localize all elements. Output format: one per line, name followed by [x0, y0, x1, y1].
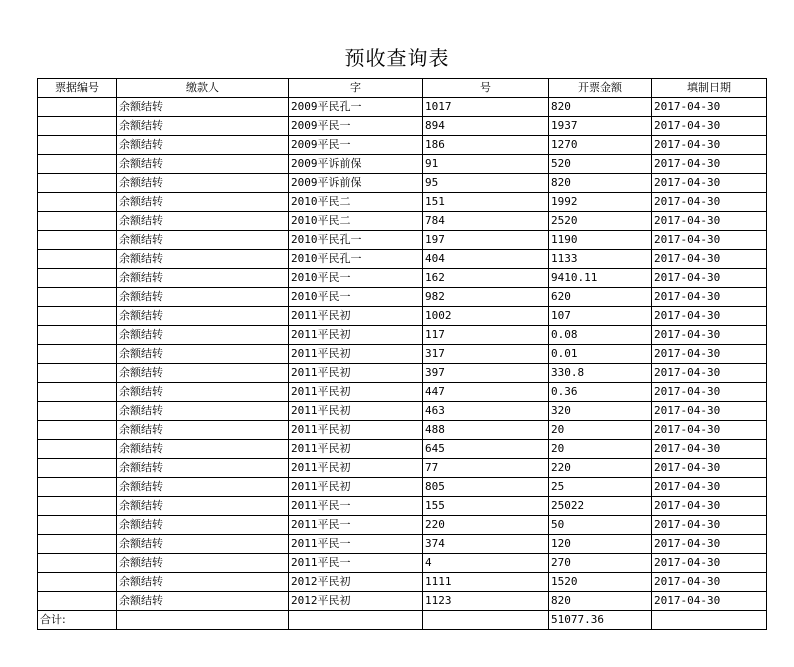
table-cell: 余额结转	[117, 402, 289, 421]
table-cell: 447	[423, 383, 549, 402]
table-cell: 1270	[549, 136, 652, 155]
table-cell: 155	[423, 497, 549, 516]
table-cell: 91	[423, 155, 549, 174]
table-cell	[38, 250, 117, 269]
table-cell: 2017-04-30	[652, 193, 767, 212]
table-cell: 220	[549, 459, 652, 478]
table-cell: 50	[549, 516, 652, 535]
table-row	[38, 155, 767, 174]
table-row	[38, 231, 767, 250]
total-row	[38, 611, 767, 630]
table-cell: 107	[549, 307, 652, 326]
table-cell: 2017-04-30	[652, 136, 767, 155]
table-cell: 463	[423, 402, 549, 421]
table-cell: 2010平民一	[289, 269, 423, 288]
table-row	[38, 459, 767, 478]
table-cell: 2017-04-30	[652, 326, 767, 345]
table-cell: 220	[423, 516, 549, 535]
table-cell: 151	[423, 193, 549, 212]
table-cell: 余额结转	[117, 535, 289, 554]
table-cell: 2017-04-30	[652, 174, 767, 193]
column-header-amount: 开票金额	[549, 79, 652, 98]
table-cell: 2011平民一	[289, 516, 423, 535]
table-cell	[38, 155, 117, 174]
table-cell: 1002	[423, 307, 549, 326]
table-cell	[38, 136, 117, 155]
table-cell: 2011平民初	[289, 459, 423, 478]
table-cell: 117	[423, 326, 549, 345]
table-cell: 余额结转	[117, 117, 289, 136]
table-cell: 77	[423, 459, 549, 478]
table-cell	[289, 611, 423, 630]
table-cell: 2017-04-30	[652, 288, 767, 307]
table-cell: 2012平民初	[289, 573, 423, 592]
table-cell: 520	[549, 155, 652, 174]
table-cell	[38, 421, 117, 440]
table-cell	[38, 307, 117, 326]
table-cell: 2017-04-30	[652, 535, 767, 554]
table-cell: 1111	[423, 573, 549, 592]
table-cell: 2017-04-30	[652, 421, 767, 440]
table-cell: 2017-04-30	[652, 364, 767, 383]
table-cell: 25	[549, 478, 652, 497]
table-cell	[38, 402, 117, 421]
column-header-payer: 缴款人	[117, 79, 289, 98]
table-cell	[38, 98, 117, 117]
table-cell: 2017-04-30	[652, 459, 767, 478]
table-cell: 2017-04-30	[652, 117, 767, 136]
table-cell: 2017-04-30	[652, 573, 767, 592]
table-cell	[38, 383, 117, 402]
table-cell: 余额结转	[117, 478, 289, 497]
table-row	[38, 269, 767, 288]
table-cell: 余额结转	[117, 269, 289, 288]
table-cell: 2011平民一	[289, 497, 423, 516]
table-cell: 186	[423, 136, 549, 155]
table-cell: 1520	[549, 573, 652, 592]
table-cell: 894	[423, 117, 549, 136]
table-cell: 784	[423, 212, 549, 231]
table-cell	[38, 497, 117, 516]
table-row	[38, 307, 767, 326]
table-cell: 1937	[549, 117, 652, 136]
table-cell: 余额结转	[117, 231, 289, 250]
table-row	[38, 383, 767, 402]
table-row	[38, 193, 767, 212]
table-cell: 2017-04-30	[652, 345, 767, 364]
table-cell: 2009平民孔一	[289, 98, 423, 117]
table-cell: 404	[423, 250, 549, 269]
table-cell: 2017-04-30	[652, 155, 767, 174]
table-cell	[38, 212, 117, 231]
table-cell: 2017-04-30	[652, 554, 767, 573]
table-cell: 2011平民一	[289, 535, 423, 554]
table-cell: 2011平民初	[289, 440, 423, 459]
table-row	[38, 478, 767, 497]
table-row	[38, 136, 767, 155]
table-cell: 2011平民初	[289, 421, 423, 440]
table-cell	[38, 117, 117, 136]
table-header-row	[38, 79, 767, 98]
table-cell: 2017-04-30	[652, 269, 767, 288]
table-cell: 余额结转	[117, 573, 289, 592]
table-cell: 余额结转	[117, 459, 289, 478]
table-cell: 2009平民一	[289, 117, 423, 136]
table-cell: 2017-04-30	[652, 383, 767, 402]
table-cell: 0.36	[549, 383, 652, 402]
table-cell: 330.8	[549, 364, 652, 383]
table-cell: 2009平诉前保	[289, 155, 423, 174]
table-row	[38, 326, 767, 345]
table-cell: 2520	[549, 212, 652, 231]
table-cell: 余额结转	[117, 440, 289, 459]
table-cell: 2017-04-30	[652, 592, 767, 611]
table-cell: 0.08	[549, 326, 652, 345]
table-cell: 2010平民二	[289, 193, 423, 212]
column-header-date: 填制日期	[652, 79, 767, 98]
table-cell: 2017-04-30	[652, 250, 767, 269]
table-cell: 余额结转	[117, 193, 289, 212]
table-cell: 162	[423, 269, 549, 288]
table-cell	[38, 326, 117, 345]
table-cell: 2010平民孔一	[289, 250, 423, 269]
table-cell	[38, 364, 117, 383]
table-cell: 2011平民初	[289, 383, 423, 402]
table-cell: 2012平民初	[289, 592, 423, 611]
table-cell: 1190	[549, 231, 652, 250]
table-cell: 2017-04-30	[652, 402, 767, 421]
table-cell: 374	[423, 535, 549, 554]
table-row	[38, 535, 767, 554]
table-cell: 197	[423, 231, 549, 250]
table-cell	[652, 611, 767, 630]
table-cell: 余额结转	[117, 212, 289, 231]
table-cell: 余额结转	[117, 307, 289, 326]
table-cell: 余额结转	[117, 174, 289, 193]
table-row	[38, 592, 767, 611]
table-cell: 2017-04-30	[652, 231, 767, 250]
table-row	[38, 573, 767, 592]
table-cell: 4	[423, 554, 549, 573]
table-cell: 2011平民初	[289, 478, 423, 497]
table-row	[38, 117, 767, 136]
table-row	[38, 288, 767, 307]
table-cell: 2017-04-30	[652, 307, 767, 326]
table-cell: 820	[549, 592, 652, 611]
table-cell: 余额结转	[117, 155, 289, 174]
table-cell	[38, 288, 117, 307]
table-cell: 1123	[423, 592, 549, 611]
table-cell: 2017-04-30	[652, 98, 767, 117]
table-cell	[38, 554, 117, 573]
table-cell: 2010平民二	[289, 212, 423, 231]
table-row	[38, 345, 767, 364]
table-row	[38, 516, 767, 535]
table-cell: 余额结转	[117, 288, 289, 307]
table-row	[38, 250, 767, 269]
table-cell	[38, 231, 117, 250]
table-cell: 820	[549, 174, 652, 193]
table-cell: 645	[423, 440, 549, 459]
table-cell	[423, 611, 549, 630]
table-row	[38, 364, 767, 383]
table-cell: 余额结转	[117, 250, 289, 269]
table-cell: 397	[423, 364, 549, 383]
table-cell: 2011平民初	[289, 326, 423, 345]
table-cell	[38, 459, 117, 478]
table-cell: 1992	[549, 193, 652, 212]
table-cell: 0.01	[549, 345, 652, 364]
table-cell: 余额结转	[117, 497, 289, 516]
table-cell	[38, 573, 117, 592]
table-cell: 2017-04-30	[652, 212, 767, 231]
table-cell: 2010平民孔一	[289, 231, 423, 250]
table-cell: 820	[549, 98, 652, 117]
table-cell: 2010平民一	[289, 288, 423, 307]
table-cell: 2011平民初	[289, 364, 423, 383]
table-cell: 余额结转	[117, 98, 289, 117]
column-header-prefix: 字	[289, 79, 423, 98]
table-cell	[38, 592, 117, 611]
table-cell: 25022	[549, 497, 652, 516]
table-cell: 982	[423, 288, 549, 307]
table-cell: 2011平民初	[289, 402, 423, 421]
table-cell: 余额结转	[117, 592, 289, 611]
table-cell	[38, 193, 117, 212]
table-cell	[38, 535, 117, 554]
column-header-receipt-number: 票据编号	[38, 79, 117, 98]
table-row	[38, 440, 767, 459]
table-cell	[38, 478, 117, 497]
table-cell: 2009平民一	[289, 136, 423, 155]
table-cell: 20	[549, 421, 652, 440]
table-cell: 余额结转	[117, 516, 289, 535]
table-row	[38, 402, 767, 421]
table-cell: 1133	[549, 250, 652, 269]
table-row	[38, 554, 767, 573]
table-cell: 余额结转	[117, 345, 289, 364]
table-cell: 2017-04-30	[652, 497, 767, 516]
table-row	[38, 421, 767, 440]
table-cell: 余额结转	[117, 136, 289, 155]
table-cell: 620	[549, 288, 652, 307]
table-row	[38, 98, 767, 117]
prepayment-table	[37, 78, 767, 630]
table-cell	[38, 440, 117, 459]
table-cell	[38, 345, 117, 364]
table-cell: 2011平民初	[289, 307, 423, 326]
total-amount: 51077.36	[549, 611, 652, 630]
table-cell	[38, 269, 117, 288]
table-cell: 2011平民一	[289, 554, 423, 573]
table-cell: 2017-04-30	[652, 478, 767, 497]
table-cell: 余额结转	[117, 383, 289, 402]
table-cell	[38, 516, 117, 535]
table-cell: 2011平民初	[289, 345, 423, 364]
table-cell: 2017-04-30	[652, 440, 767, 459]
table-cell: 2009平诉前保	[289, 174, 423, 193]
table-cell: 20	[549, 440, 652, 459]
table-cell: 488	[423, 421, 549, 440]
column-header-number: 号	[423, 79, 549, 98]
table-cell: 120	[549, 535, 652, 554]
table-cell: 270	[549, 554, 652, 573]
table-cell	[38, 174, 117, 193]
table-cell: 余额结转	[117, 421, 289, 440]
table-cell: 2017-04-30	[652, 516, 767, 535]
table-cell: 1017	[423, 98, 549, 117]
table-cell: 805	[423, 478, 549, 497]
table-cell: 317	[423, 345, 549, 364]
total-label: 合计:	[38, 611, 117, 630]
table-cell: 9410.11	[549, 269, 652, 288]
table-row	[38, 174, 767, 193]
table-cell: 320	[549, 402, 652, 421]
table-row	[38, 497, 767, 516]
table-cell: 余额结转	[117, 364, 289, 383]
table-cell	[117, 611, 289, 630]
table-cell: 余额结转	[117, 554, 289, 573]
table-cell: 95	[423, 174, 549, 193]
page-title: 预收查询表	[344, 46, 450, 70]
table-row	[38, 212, 767, 231]
table-cell: 余额结转	[117, 326, 289, 345]
